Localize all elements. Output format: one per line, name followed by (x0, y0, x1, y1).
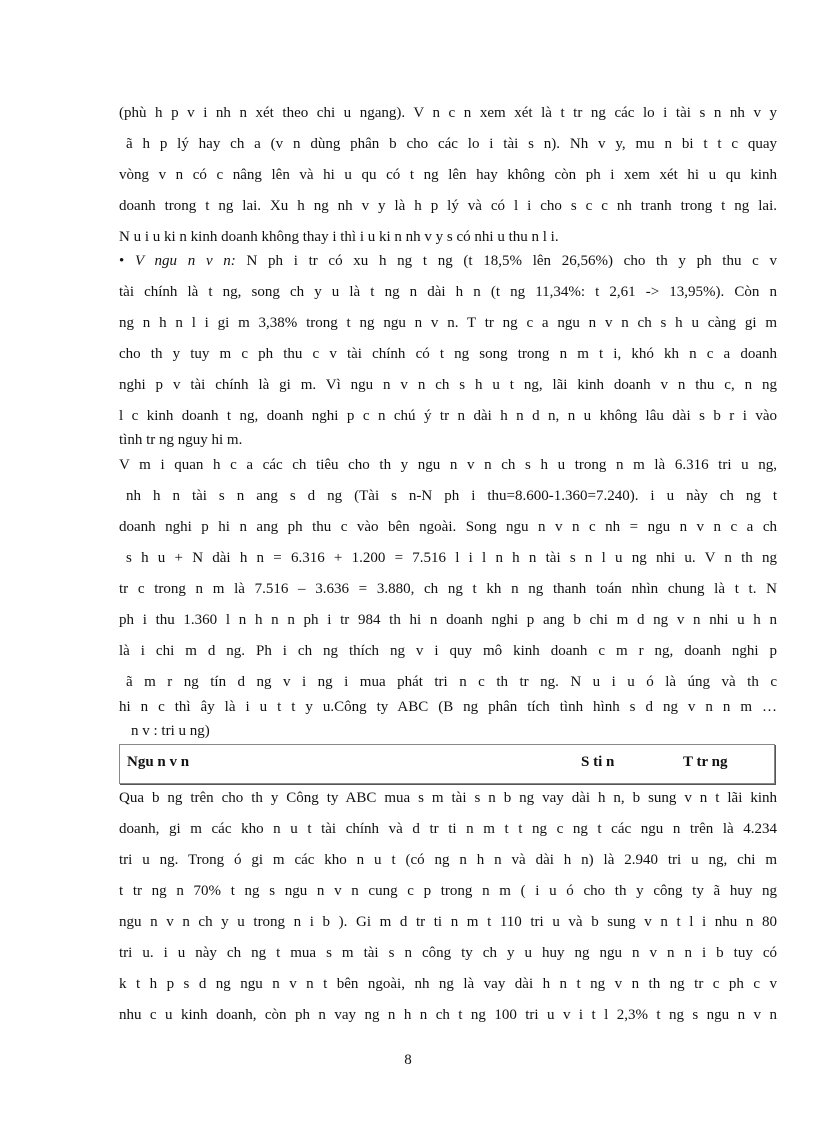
paragraph2-line-10: n v : tri u ng) (131, 723, 210, 739)
table-header-proportion: T tr ng (683, 754, 728, 770)
paragraph2-line-1: V m i quan h c a các ch tiêu cho th y ngu n v n ch s h u trong n m là 6.316 tri u ng, (119, 457, 777, 473)
paragraph3-line-2: doanh, gi m các kho n u t tài chính và d tr ti n m t t ng c ng t các ngu n trên là 4.234 (119, 821, 777, 837)
paragraph1-line-5: N u i u ki n kinh doanh không thay i thì i u ki n nh v y s có nhi u thu n l i. (119, 229, 559, 245)
bullet-line-6: l c kinh doanh t ng, doanh nghi p c n chú ý tr n dài h n d n, n u không lâu dài s b r i vào (119, 408, 777, 424)
paragraph3-line-6: tri u. i u này ch ng t mua s m tài s n công ty ch y u huy ng ngu n v n n i b tuy có (119, 945, 777, 961)
bullet-line-7: tình tr ng nguy hi m. (119, 432, 243, 448)
paragraph2-line-7: là i chi m d ng. Ph i ch ng thích ng v i quy mô kinh doanh c m r ng, doanh nghi p (119, 643, 777, 659)
page-number: 8 (404, 1052, 412, 1068)
paragraph2-line-5: tr c trong n m là 7.516 – 3.636 = 3.880, ch ng t kh n ng thanh toán nhìn chung là t t. N (119, 581, 777, 597)
paragraph2-line-3: doanh nghi p hi n ang ph thu c vào bên ngoài. Song ngu n v n c nh = ngu n v n c a ch (119, 519, 777, 535)
paragraph1-line-4: doanh trong t ng lai. Xu h ng nh v y là h p lý và có l i cho s c c nh tranh trong t ng lai. (119, 198, 777, 214)
capital-table (119, 744, 775, 784)
paragraph3-line-8: nhu c u kinh doanh, còn ph n vay ng n h n ch t ng 100 tri u v i t l 2,3% t ng s ngu n v n (119, 1007, 777, 1023)
bullet-lead-text: V ngu n v n: (134, 253, 236, 269)
paragraph2-line-8: ã m r ng tín d ng v i ng i mua phát tri n c th tr ng. N u i u ó là úng và th c (126, 674, 777, 690)
bullet-first-line (119, 251, 777, 273)
bullet-line-4: cho th y tuy m c ph thu c v tài chính có t ng song trong n m t i, khó kh n c a doanh (119, 346, 777, 362)
paragraph3-line-7: k t h p s d ng ngu n v n t bên ngoài, nh ng là vay dài h n t ng v n th ng tr c ph c v (119, 976, 777, 992)
paragraph3-line-4: t tr ng n 70% t ng s ngu n v n cung c p trong n m ( i u ó cho th y công ty ã huy ng (119, 883, 777, 899)
paragraph2-line-9: hi n c thì ây là i u t t y u.Công ty ABC (B ng phân tích tình hình s d ng v n n m … (119, 699, 777, 715)
bullet-first-line-rest: N ph i tr có xu h ng t ng (t 18,5% lên 26,56%) cho th y ph thu c v (235, 253, 777, 269)
bullet-icon: • (119, 253, 125, 269)
bullet-line-3: ng n h n l i gi m 3,38% trong t ng ngu n v n. T tr ng c a ngu n v n ch s h u càng gi m (119, 315, 777, 331)
paragraph2-line-6: ph i thu 1.360 l n h n n ph i tr 984 th hi n doanh nghi p ang b chi m d ng v n nhi u h n (119, 612, 777, 628)
paragraph1-line-2: ã h p lý hay ch a (v n dùng phân b cho các lo i tài s n). Nh v y, mu n bi t t c quay (126, 136, 777, 152)
paragraph3-line-1: Qua b ng trên cho th y Công ty ABC mua s m tài s n b ng vay dài h n, b sung v n t lãi kinh (119, 790, 777, 806)
paragraph1-line-1: (phù h p v i nh n xét theo chi u ngang). V n c n xem xét là t tr ng các lo i tài s n nh v y (119, 105, 777, 121)
paragraph3-line-5: ngu n v n ch y u trong n i b ). Gi m d tr ti n m t 110 tri u và b sung v n t l i nhu n 80 (119, 914, 777, 930)
paragraph2-line-2: nh h n tài s n ang s d ng (Tài s n-N ph i thu=8.600-1.360=7.240). i u này ch ng t (126, 488, 777, 504)
table-header-amount: S ti n (581, 754, 615, 770)
table-header-source: Ngu n v n (127, 754, 190, 770)
paragraph3-line-3: tri u ng. Trong ó gi m các kho n u t (có ng n h n và dài h n) là 2.940 tri u ng, chi m (119, 852, 777, 868)
paragraph1-line-3: vòng v n có c nâng lên và hi u qu có t ng lên hay không còn ph i xem xét hi u qu kinh (119, 167, 777, 183)
bullet-line-2: tài chính là t ng, song ch y u là t ng n dài h n (t ng 11,34%: t 2,61 -> 13,95%). Còn n (119, 284, 777, 300)
bullet-line-5: nghi p v tài chính là gi m. Vì ngu n v n ch s h u t ng, lãi kinh doanh v n thu c, n ng (119, 377, 777, 393)
paragraph2-line-4: s h u + N dài h n = 6.316 + 1.200 = 7.516 l i l n h n tài s n l u ng nhi u. V n th ng (126, 550, 777, 566)
